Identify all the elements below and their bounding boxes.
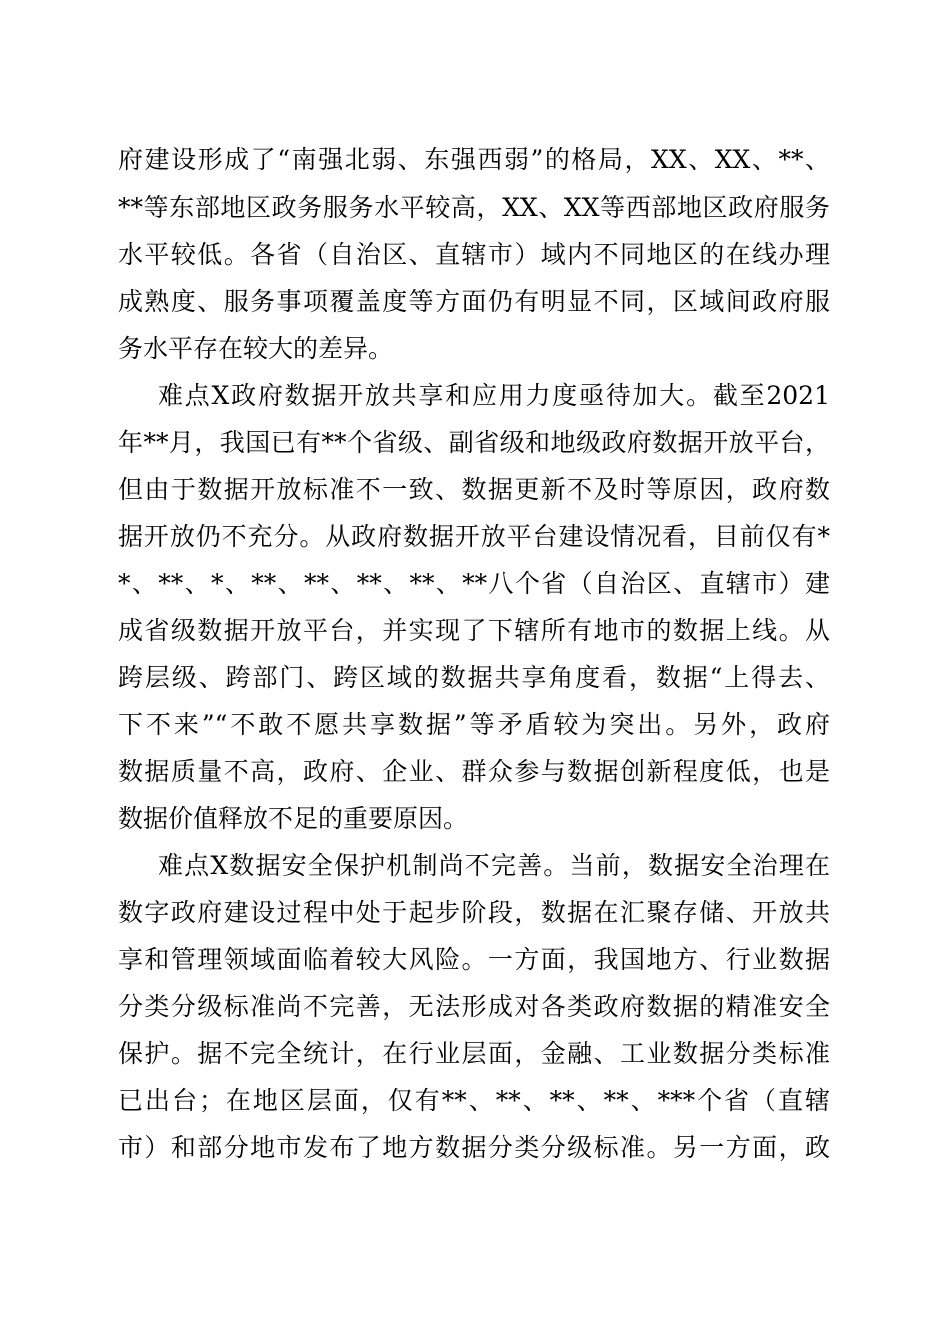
text-line: 务水平存在较大的差异。 bbox=[118, 334, 394, 363]
text-line: 据开放仍不充分。从政府数据开放平台建设情况看，目前仅有* bbox=[118, 522, 830, 551]
text-line: 享和管理领域面临着较大风险。一方面，我国地方、行业数据 bbox=[118, 945, 830, 974]
text-line: 难点X政府数据开放共享和应用力度亟待加大。截至2021 bbox=[158, 381, 830, 410]
text-line: 但由于数据开放标准不一致、数据更新不及时等原因，政府数 bbox=[118, 475, 830, 504]
text-line: 数字政府建设过程中处于起步阶段，数据在汇聚存储、开放共 bbox=[118, 898, 830, 927]
text-line: 数据质量不高，政府、企业、群众参与数据创新程度低，也是 bbox=[118, 757, 830, 786]
text-line: *、**、*、**、**、**、**、**八个省（自治区、直辖市）建 bbox=[118, 569, 830, 598]
text-line: 府建设形成了“南强北弱、东强西弱”的格局，XX、XX、**、 bbox=[118, 145, 830, 174]
text-line: 保护。据不完全统计，在行业层面，金融、工业数据分类标准 bbox=[118, 1039, 830, 1068]
text-line: 成省级数据开放平台，并实现了下辖所有地市的数据上线。从 bbox=[118, 616, 830, 645]
text-line: 分类分级标准尚不完善，无法形成对各类政府数据的精准安全 bbox=[118, 992, 830, 1021]
text-line: 已出台；在地区层面，仅有**、**、**、**、***个省（直辖 bbox=[118, 1086, 830, 1115]
text-line: 下不来”“不敢不愿共享数据”等矛盾较为突出。另外，政府 bbox=[118, 710, 830, 739]
text-line: 水平较低。各省（自治区、直辖市）域内不同地区的在线办理 bbox=[118, 240, 830, 269]
text-line: 数据价值释放不足的重要原因。 bbox=[118, 804, 469, 833]
text-line: 市）和部分地市发布了地方数据分类分级标准。另一方面，政 bbox=[118, 1133, 830, 1162]
text-line: **等东部地区政务服务水平较高，XX、XX等西部地区政府服务 bbox=[118, 193, 830, 222]
text-line: 难点X数据安全保护机制尚不完善。当前，数据安全治理在 bbox=[158, 851, 830, 880]
text-line: 年**月，我国已有**个省级、副省级和地级政府数据开放平台， bbox=[118, 428, 830, 457]
text-line: 跨层级、跨部门、跨区域的数据共享角度看，数据“上得去、 bbox=[118, 663, 830, 692]
text-line: 成熟度、服务事项覆盖度等方面仍有明显不同，区域间政府服 bbox=[118, 287, 830, 316]
